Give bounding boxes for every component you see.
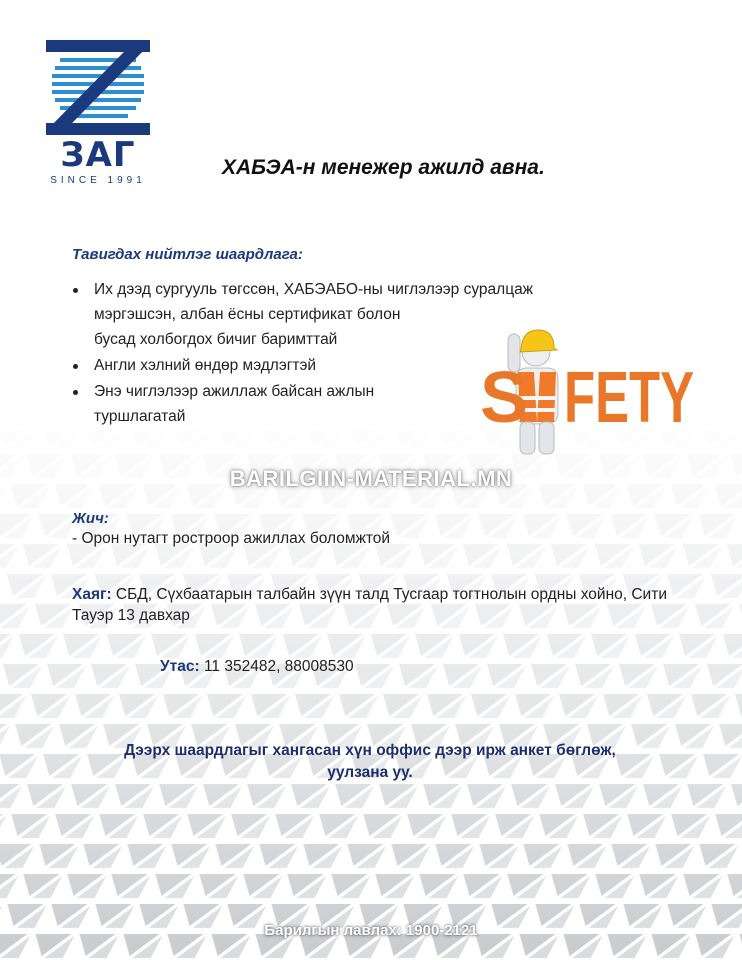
requirement-line: Англи хэлний өндөр мэдлэгтэй — [94, 357, 317, 374]
svg-text:S: S — [480, 358, 529, 438]
logo-since-text: SINCE 1991 — [50, 175, 146, 186]
requirement-line: мэргэшсэн, албан ёсны сертификат болон — [94, 306, 401, 323]
requirement-line: бусад холбогдох бичиг баримттай — [94, 331, 338, 348]
logo-emblem-icon — [46, 40, 150, 135]
phone-label: Утас: — [160, 658, 200, 675]
requirement-line: Энэ чиглэлээр ажиллаж байсан ажлын — [94, 383, 375, 400]
address-value: СБД, Сүхбаатарын талбайн зүүн талд Тусгаар тогтнолын ордны хойно, Сити Тауэр 13 давхар — [72, 586, 667, 624]
safety-worker-icon — [476, 326, 704, 456]
closing-line: уулзана уу. — [327, 764, 413, 781]
requirements-heading: Тавигдах нийтлэг шаардлага: — [72, 246, 303, 263]
company-logo — [46, 40, 150, 190]
note-text: - Орон нутагт ростроор ажиллах боломжтой — [72, 530, 391, 547]
logo-wordmark: ЗАГ — [60, 135, 136, 175]
safety-illustration — [476, 326, 704, 456]
footer-hotline: Барилгын лавлах: 1900-2121 — [264, 922, 478, 939]
requirement-line: Их дээд сургууль төгссөн, ХАБЭАБО-ны чиглэлээр суралцаж — [94, 281, 534, 298]
requirement-line: туршлагатай — [94, 408, 186, 425]
site-watermark: BARILGIIN-MATERIAL.MN — [229, 466, 513, 491]
closing-line: Дээрх шаардлагыг хангасан хүн оффис дээр ирж анкет бөглөж, — [124, 742, 616, 759]
closing-message — [60, 740, 680, 784]
phone-block — [160, 658, 354, 676]
address-label: Хаяг: — [72, 586, 112, 603]
phone-value: 11 352482, 88008530 — [199, 658, 354, 675]
address-block — [72, 584, 672, 626]
svg-text:FETY: FETY — [564, 358, 694, 438]
note-heading: Жич: — [72, 510, 109, 527]
job-headline: ХАБЭА-н менежер ажилд авна. — [222, 156, 545, 179]
